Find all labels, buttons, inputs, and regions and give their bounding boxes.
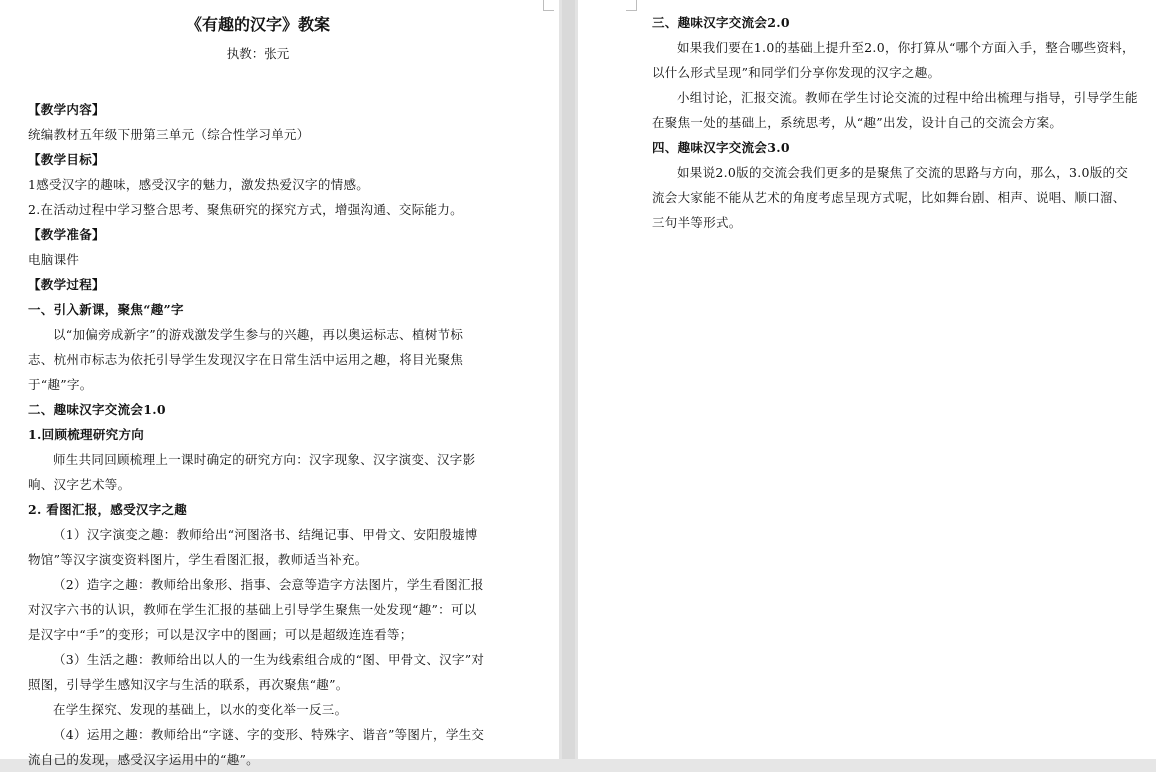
paragraph: （3）生活之趣：教师给出以人的一生为线索组合成的“图、甲骨文、汉字”对照图，引导学生感知汉字与生活的联系，再次聚焦“趣”。 (28, 652, 485, 692)
document-title: 《有趣的汉字》教案 (185, 15, 330, 34)
section-heading: 【教学过程】 (28, 277, 105, 292)
section-heading: 【教学目标】 (28, 152, 105, 167)
section-heading: 2. 看图汇报，感受汉字之趣 (28, 502, 188, 517)
section-heading: 二、趣味汉字交流会1.0 (28, 402, 166, 417)
paragraph: （2）造字之趣：教师给出象形、指事、会意等造字方法图片，学生看图汇报对汉字六书的认识，教师在学生汇报的基础上引导学生聚焦一处发现“趣”：可以是汉字中“手”的变形；可以是汉字中的图画；可以是超级连连看等； (28, 577, 484, 642)
document-page-1 (0, 0, 559, 767)
paragraph: 电脑课件 (28, 252, 80, 267)
paragraph: 师生共同回顾梳理上一课时确定的研究方向：汉字现象、汉字演变、汉字影响、汉字艺术等。 (28, 452, 476, 492)
page-1-content (28, 0, 488, 772)
document-author: 执教：张元 (226, 46, 290, 61)
paragraph: 小组讨论，汇报交流。教师在学生讨论交流的过程中给出梳理与指导，引导学生能在聚焦一处的基础上，系统思考，从“趣”出发，设计自己的交流会方案。 (652, 90, 1138, 130)
spacer (652, 0, 1138, 10)
section-heading: 三、趣味汉字交流会2.0 (652, 15, 790, 30)
paragraph: 在学生探究、发现的基础上，以水的变化举一反三。 (53, 702, 348, 717)
paragraph: 如果我们要在1.0的基础上提升至2.0，你打算从“哪个方面入手，整合哪些资料，以什么形式呈现”和同学们分享你发现的汉字之趣。 (652, 40, 1135, 80)
section-heading: 四、趣味汉字交流会3.0 (652, 140, 790, 155)
section-heading: 1.回顾梳理研究方向 (28, 427, 145, 442)
paragraph: （4）运用之趣：教师给出“字谜、字的变形、特殊字、谐音”等图片，学生交流自己的发现，感受汉字运用中的“趣”。 (28, 727, 485, 767)
paragraph: 如果说2.0版的交流会我们更多的是聚焦了交流的思路与方向，那么，3.0版的交流会大家能不能从艺术的角度考虑呈现方式呢，比如舞台剧、相声、说唱、顺口溜、三句半等形式。 (652, 165, 1129, 230)
section-heading: 【教学内容】 (28, 102, 105, 117)
paragraph: 1感受汉字的趣味，感受汉字的魅力，激发热爱汉字的情感。 (28, 177, 370, 192)
paragraph: 统编教材五年级下册第三单元（综合性学习单元） (28, 127, 310, 142)
paragraph: 2.在活动过程中学习整合思考、聚焦研究的探究方式，增强沟通、交际能力。 (28, 202, 463, 217)
spacer (28, 64, 488, 97)
gutter-shade (562, 0, 575, 759)
document-page-2 (578, 0, 1156, 759)
page-gutter (559, 0, 578, 759)
section-heading: 【教学准备】 (28, 227, 105, 242)
paragraph: （1）汉字演变之趣：教师给出“河图洛书、结绳记事、甲骨文、安阳殷墟博物馆”等汉字演变资料图片，学生看图汇报，教师适当补充。 (28, 527, 478, 567)
page-corner-mark (626, 0, 637, 11)
paragraph: 以“加偏旁成新字”的游戏激发学生参与的兴趣，再以奥运标志、植树节标志、杭州市标志为依托引导学生发现汉字在日常生活中运用之趣，将目光聚焦于“趣”字。 (28, 327, 464, 392)
page-1-body (28, 97, 488, 772)
section-heading: 一、引入新课，聚焦“趣”字 (28, 302, 184, 317)
page-corner-mark (543, 0, 554, 11)
page-2-body (652, 10, 1138, 235)
page-2-content (652, 0, 1138, 235)
